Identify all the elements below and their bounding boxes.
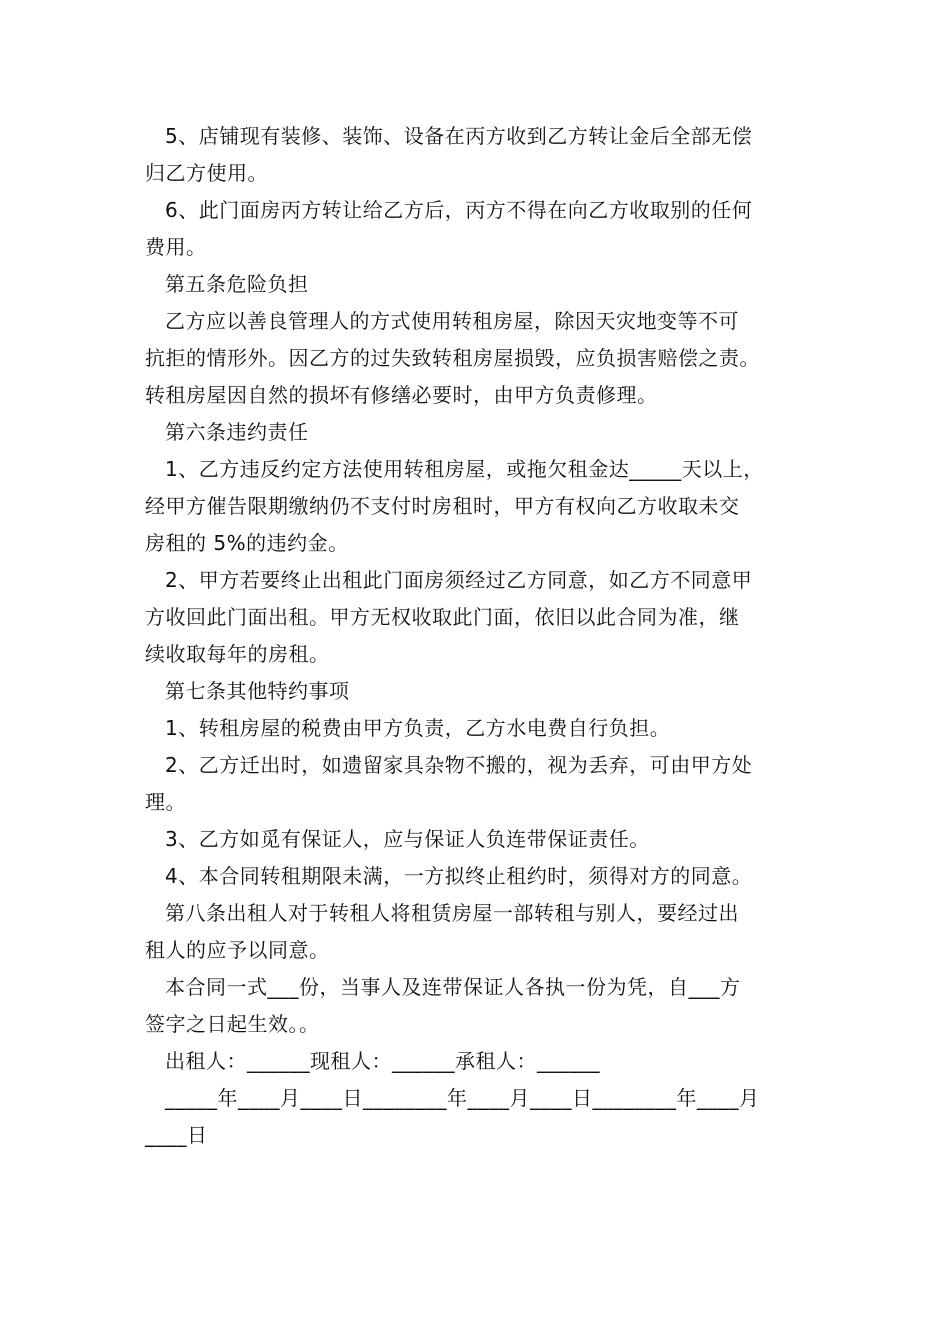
clause-line: 租人的应予以同意。 <box>145 938 330 962</box>
clause-line: 转租房屋因自然的损坏有修缮必要时，由甲方负责修理。 <box>145 383 658 407</box>
clause-line: 理。 <box>145 790 186 814</box>
clause-line: 续收取每年的房租。 <box>145 642 330 666</box>
clause-line: 6、此门面房丙方转让给乙方后，丙方不得在向乙方收取别的任何 <box>165 198 753 222</box>
section-heading: 第五条危险负担 <box>165 272 309 296</box>
document-body <box>145 118 825 1154</box>
clause-line: 4、本合同转租期限未满，一方拟终止租约时，须得对方的同意。 <box>165 864 753 888</box>
clause-line: 抗拒的情形外。因乙方的过失致转租房屋损毁，应负损害赔偿之责。 <box>145 346 760 370</box>
section-heading: 第七条其他特约事项 <box>165 679 350 703</box>
clause-line: 2、甲方若要终止出租此门面房须经过乙方同意，如乙方不同意甲 <box>165 568 753 592</box>
clause-line: 房租的 5%的违约金。 <box>145 531 349 555</box>
signature-line: 出租人：______现租人：______承租人：______ <box>165 1049 600 1073</box>
clause-line: 签字之日起生效。。 <box>145 1012 320 1036</box>
clause-line: 2、乙方迁出时，如遗留家具杂物不搬的，视为丢弃，可由甲方处 <box>165 753 753 777</box>
clause-line: 本合同一式___份，当事人及连带保证人各执一份为凭，自___方 <box>165 975 741 999</box>
date-line: ____日 <box>145 1123 208 1147</box>
clause-line: 方收回此门面出租。甲方无权收取此门面，依旧以此合同为准，继 <box>145 605 740 629</box>
clause-line: 1、乙方违反约定方法使用转租房屋，或拖欠租金达_____天以上， <box>165 457 764 481</box>
clause-line: 费用。 <box>145 235 207 259</box>
date-line: _____年____月____日________年____月____日________年____月 <box>165 1086 760 1110</box>
clause-line: 经甲方催告限期缴纳仍不支付时房租时，甲方有权向乙方收取未交 <box>145 494 740 518</box>
section-heading: 第六条违约责任 <box>165 420 309 444</box>
clause-line: 归乙方使用。 <box>145 161 268 185</box>
clause-line: 1、转租房屋的税费由甲方负责，乙方水电费自行负担。 <box>165 716 671 740</box>
clause-line: 乙方应以善良管理人的方式使用转租房屋，除因天灾地变等不可 <box>165 309 739 333</box>
clause-line: 5、店铺现有装修、装饰、设备在丙方收到乙方转让金后全部无偿 <box>165 124 753 148</box>
clause-line: 3、乙方如觅有保证人，应与保证人负连带保证责任。 <box>165 827 650 851</box>
clause-line: 第八条出租人对于转租人将租赁房屋一部转租与别人，要经过出 <box>165 901 739 925</box>
